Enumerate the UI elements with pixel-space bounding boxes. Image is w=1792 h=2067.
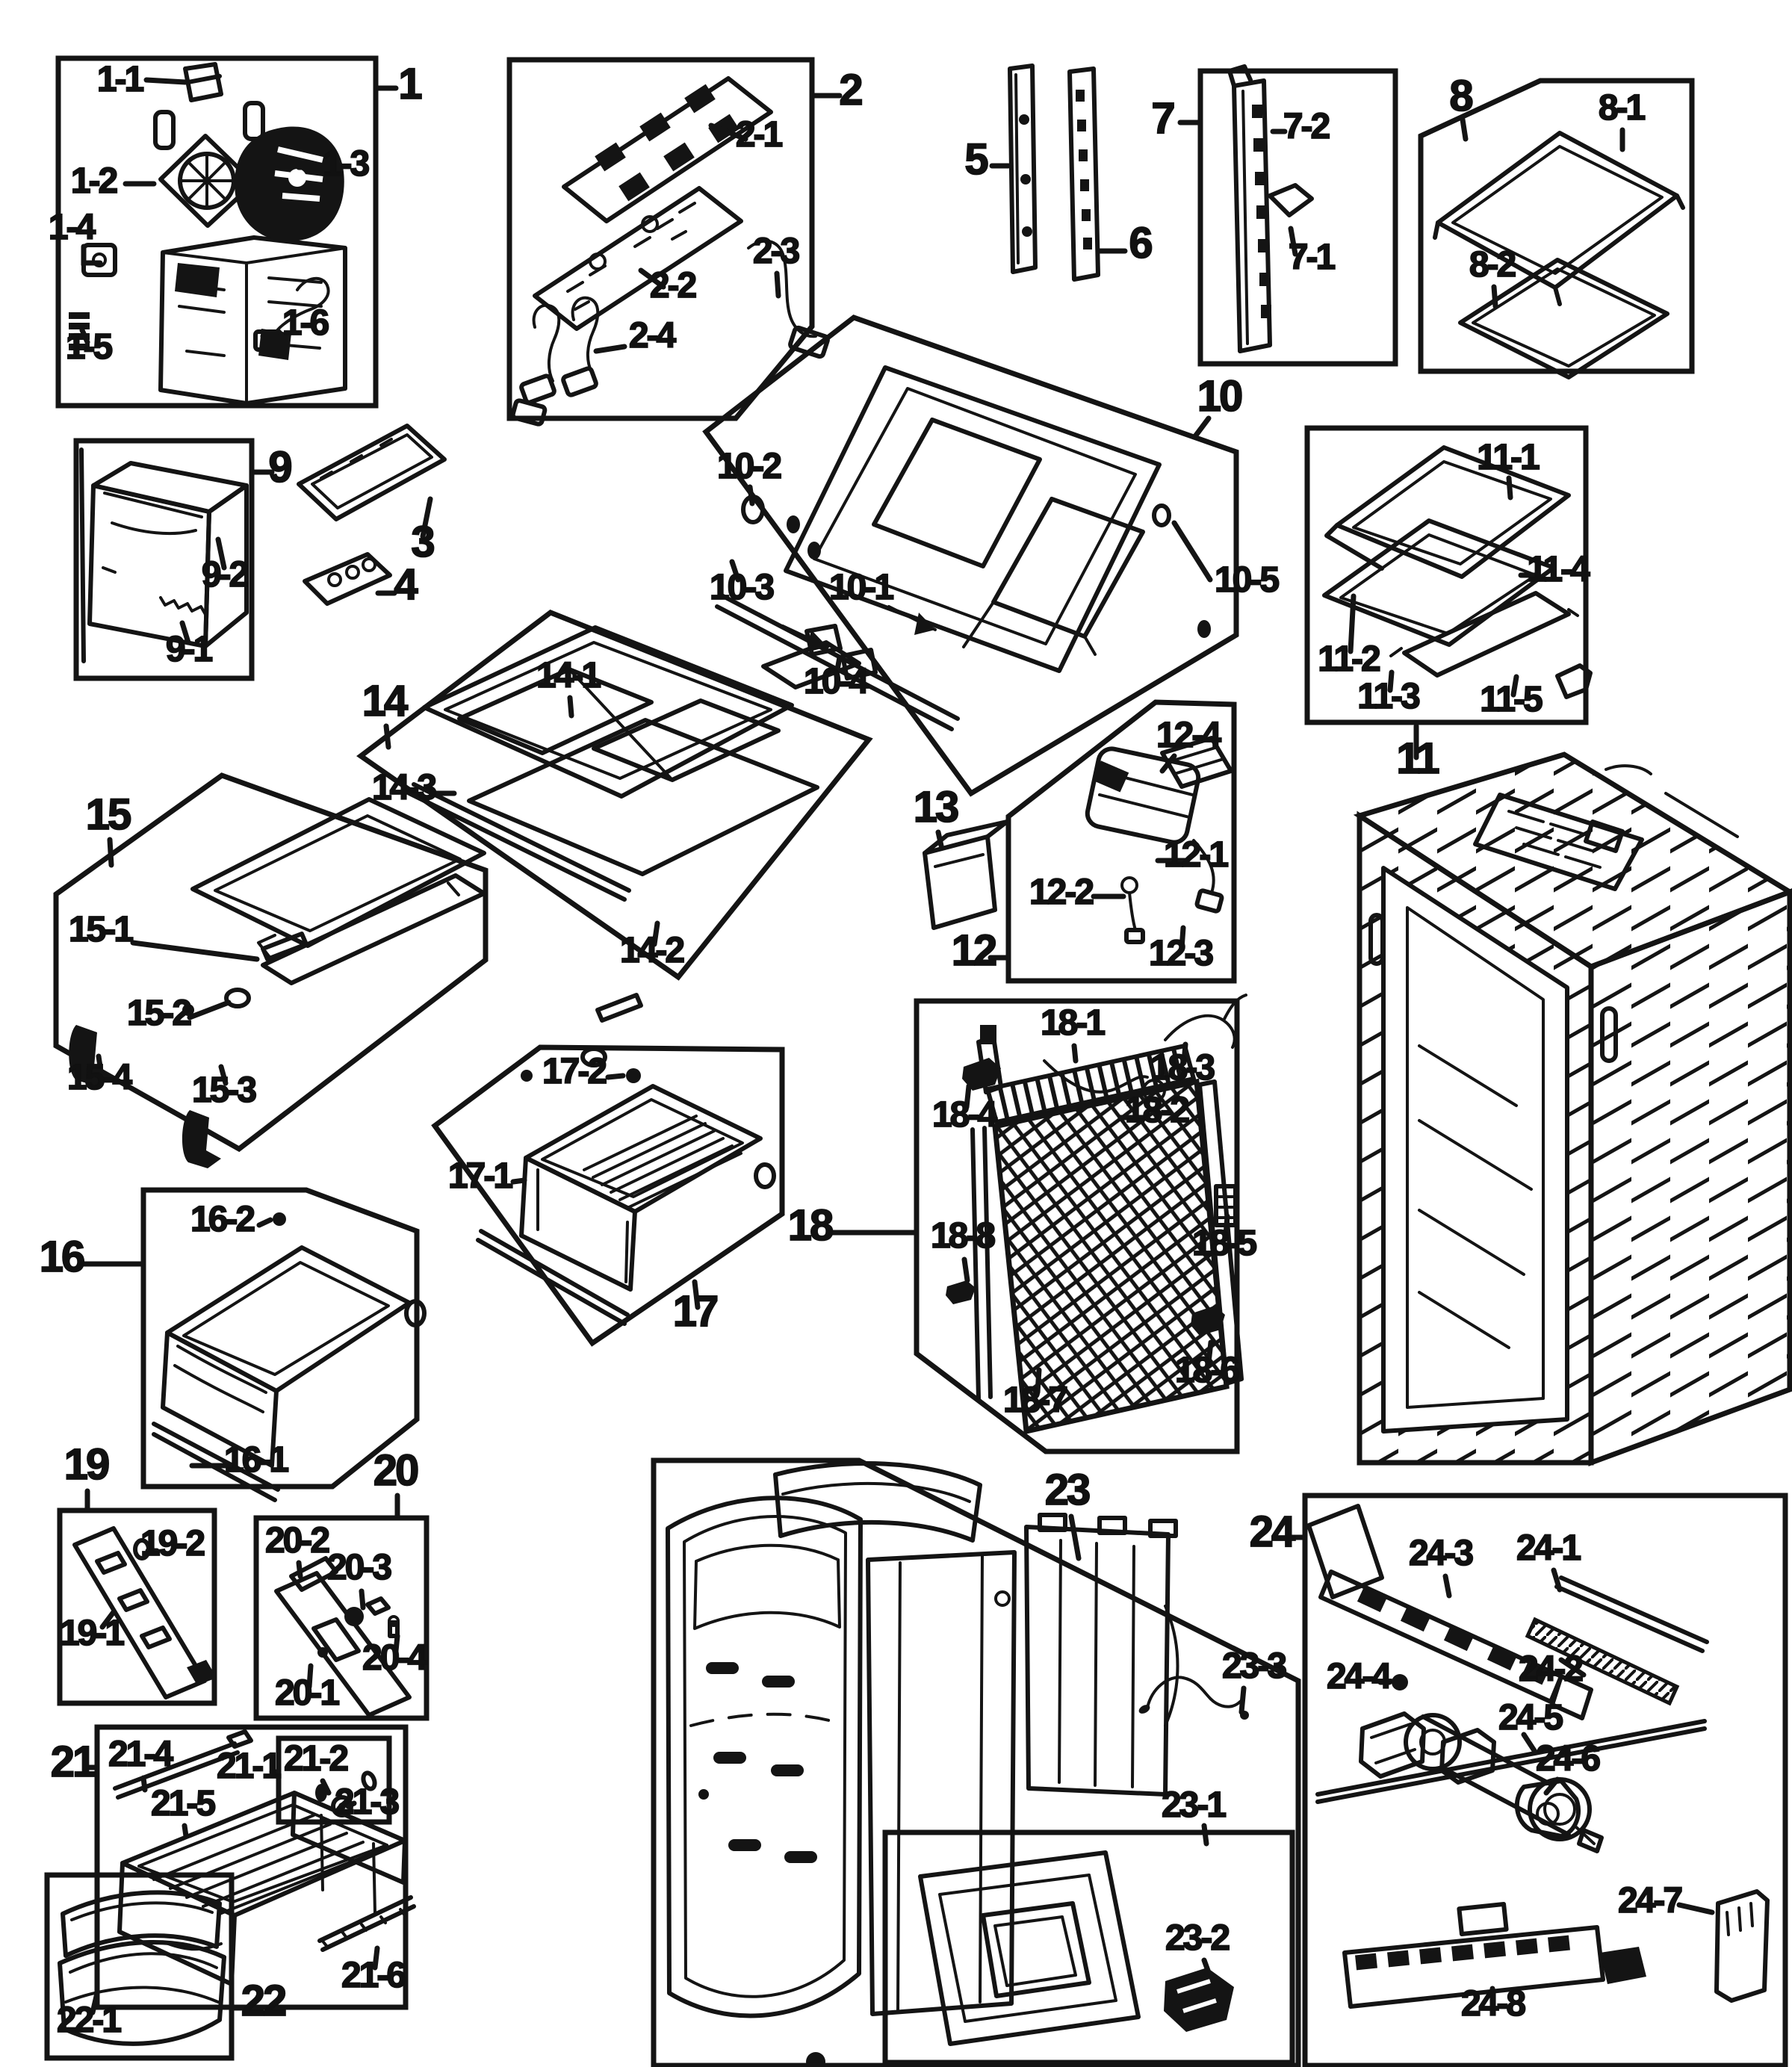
part-label-21-1: 21-1 bbox=[216, 1747, 280, 1786]
duct-24-7 bbox=[1717, 1891, 1767, 2001]
part-label-11-4: 11-4 bbox=[1527, 550, 1588, 589]
part-label-14-2: 14-2 bbox=[619, 931, 683, 970]
part-label-20-3: 20-3 bbox=[326, 1548, 391, 1587]
cube-part bbox=[84, 245, 115, 275]
part-label-8-2: 8-2 bbox=[1469, 245, 1515, 285]
part-label-19-2: 19-2 bbox=[140, 1524, 204, 1564]
thermistor bbox=[1122, 878, 1137, 893]
door-mid-panel bbox=[868, 1552, 1014, 2014]
part-label-18-5: 18-5 bbox=[1191, 1224, 1256, 1263]
part-label-5: 5 bbox=[964, 135, 987, 184]
part-label-17: 17 bbox=[672, 1287, 717, 1336]
part-label-23-3: 23-3 bbox=[1221, 1646, 1286, 1686]
part-label-10-1: 10-1 bbox=[828, 568, 893, 607]
door-slots bbox=[698, 1662, 817, 1863]
bucket-front bbox=[90, 486, 209, 646]
part-label-20: 20 bbox=[373, 1446, 418, 1495]
part-label-24-3: 24-3 bbox=[1408, 1534, 1472, 1573]
part-label-11-2: 11-2 bbox=[1318, 639, 1379, 679]
frame-legs bbox=[964, 602, 1095, 654]
part-label-12-3: 12-3 bbox=[1148, 934, 1212, 973]
part-label-16-1: 16-1 bbox=[223, 1440, 288, 1480]
part-label-24-1: 24-1 bbox=[1516, 1528, 1580, 1568]
part-label-10-2: 10-2 bbox=[716, 447, 781, 486]
part-label-10-3: 10-3 bbox=[709, 568, 773, 607]
icemaker-sensor-part bbox=[185, 64, 221, 100]
part-label-2-2: 2-2 bbox=[649, 266, 695, 306]
part-label-21-2: 21-2 bbox=[283, 1739, 347, 1779]
grommet-20-3 bbox=[344, 1607, 364, 1626]
part-label-1-1: 1-1 bbox=[96, 60, 143, 99]
part-label-8: 8 bbox=[1449, 72, 1472, 120]
cube-part bbox=[1361, 1714, 1424, 1776]
small-bracket bbox=[155, 112, 173, 148]
part-4-tray bbox=[305, 554, 390, 604]
stopper-15-3 bbox=[182, 1110, 221, 1168]
part-label-23: 23 bbox=[1044, 1466, 1089, 1514]
part-label-10-5: 10-5 bbox=[1214, 560, 1278, 600]
part-label-18-8: 18-8 bbox=[930, 1216, 994, 1256]
part-label-20-2: 20-2 bbox=[264, 1521, 329, 1561]
part-label-24-4: 24-4 bbox=[1326, 1657, 1390, 1696]
part-label-6: 6 bbox=[1129, 219, 1151, 267]
part-label-18-6: 18-6 bbox=[1174, 1351, 1238, 1390]
part-label-21: 21 bbox=[50, 1738, 95, 1786]
part-label-22: 22 bbox=[241, 1977, 285, 2025]
part-label-15-4: 15-4 bbox=[66, 1058, 131, 1097]
part-label-21-4: 21-4 bbox=[108, 1735, 172, 1774]
part-label-17-1: 17-1 bbox=[447, 1156, 512, 1196]
spring-9-1 bbox=[161, 598, 207, 617]
part-label-18-2: 18-2 bbox=[1124, 1091, 1188, 1130]
group-23-parts bbox=[668, 1463, 1249, 2044]
part-label-18-1: 18-1 bbox=[1040, 1003, 1104, 1043]
part-label-9: 9 bbox=[268, 443, 291, 492]
part-label-9-2: 9-2 bbox=[201, 555, 247, 595]
part-label-24-2: 24-2 bbox=[1518, 1649, 1582, 1689]
part-label-24-6: 24-6 bbox=[1535, 1739, 1599, 1779]
part-label-18-4: 18-4 bbox=[931, 1095, 996, 1135]
part-label-11-5: 11-5 bbox=[1480, 680, 1541, 719]
part-label-10: 10 bbox=[1197, 372, 1241, 421]
part-label-21-6: 21-6 bbox=[341, 1956, 405, 1995]
part-label-12-2: 12-2 bbox=[1029, 873, 1093, 912]
part-label-16-2: 16-2 bbox=[190, 1200, 254, 1239]
part-label-24: 24 bbox=[1249, 1507, 1294, 1556]
part-label-7-1: 7-1 bbox=[1288, 238, 1334, 277]
rail-6 bbox=[1070, 69, 1098, 279]
small-bracket bbox=[245, 103, 263, 139]
part-label-8-1: 8-1 bbox=[1598, 88, 1644, 128]
keypad-pcb bbox=[535, 188, 741, 329]
part-label-14-1: 14-1 bbox=[536, 656, 600, 695]
part-label-10-4: 10-4 bbox=[803, 662, 867, 701]
part-label-19-1: 19-1 bbox=[59, 1614, 123, 1653]
part-label-1: 1 bbox=[398, 60, 421, 108]
part-label-24-5: 24-5 bbox=[1498, 1698, 1562, 1738]
pin-15-1b bbox=[598, 995, 641, 1020]
part-label-13: 13 bbox=[913, 783, 958, 831]
grommet-24-4 bbox=[1392, 1674, 1408, 1691]
part-label-16: 16 bbox=[39, 1233, 84, 1281]
part-label-1-6: 1-6 bbox=[282, 303, 328, 343]
part-label-3: 3 bbox=[411, 518, 433, 566]
part-label-15: 15 bbox=[85, 790, 130, 839]
part-label-11-3: 11-3 bbox=[1357, 677, 1419, 716]
part-label-15-1: 15-1 bbox=[68, 910, 132, 949]
part-label-20-1: 20-1 bbox=[274, 1673, 338, 1713]
cropped-bottom-marker bbox=[806, 2052, 825, 2067]
part-label-15-2: 15-2 bbox=[126, 994, 190, 1033]
refrigerator-cabinet bbox=[1359, 754, 1790, 1463]
part-label-11-1: 11-1 bbox=[1477, 438, 1538, 477]
part-label-24-8: 24-8 bbox=[1460, 1984, 1525, 2024]
part-label-4: 4 bbox=[394, 560, 416, 609]
bracket-7-1 bbox=[1270, 185, 1312, 215]
part-label-21-3: 21-3 bbox=[334, 1782, 398, 1822]
part-label-12-4: 12-4 bbox=[1156, 716, 1220, 755]
part-label-21-5: 21-5 bbox=[150, 1784, 214, 1823]
part-label-22-1: 22-1 bbox=[56, 2001, 120, 2040]
board-end-plate bbox=[1309, 1506, 1382, 1597]
rail-21-6 bbox=[320, 1897, 414, 1950]
part-label-7-2: 7-2 bbox=[1283, 107, 1329, 146]
part-label-18: 18 bbox=[787, 1201, 832, 1250]
part-label-2-3: 2-3 bbox=[752, 232, 799, 271]
part-label-18-3: 18-3 bbox=[1150, 1048, 1214, 1088]
part-3-tray bbox=[299, 426, 444, 519]
group-17-parts bbox=[478, 1068, 774, 1324]
part-label-1-4: 1-4 bbox=[48, 208, 94, 247]
part-label-14-3: 14-3 bbox=[371, 768, 435, 808]
part-label-1-3: 1-3 bbox=[322, 144, 368, 184]
trim-strip bbox=[81, 450, 84, 661]
part-label-23-1: 23-1 bbox=[1161, 1785, 1225, 1825]
part-label-15-3: 15-3 bbox=[191, 1070, 255, 1110]
part-label-9-1: 9-1 bbox=[165, 630, 211, 669]
part-label-1-5: 1-5 bbox=[65, 327, 111, 367]
part-label-2-1: 2-1 bbox=[735, 115, 781, 155]
part-label-1-2: 1-2 bbox=[70, 161, 117, 201]
part-label-17-2: 17-2 bbox=[542, 1052, 606, 1091]
part-label-12: 12 bbox=[951, 926, 996, 975]
part-label-19: 19 bbox=[63, 1440, 108, 1489]
part-label-2: 2 bbox=[839, 66, 861, 114]
part-label-11: 11 bbox=[1396, 734, 1438, 783]
part-label-24-7: 24-7 bbox=[1617, 1881, 1681, 1921]
latch-part-23-2 bbox=[1164, 1968, 1234, 2032]
part-label-7: 7 bbox=[1151, 94, 1174, 143]
part-label-2-4: 2-4 bbox=[628, 316, 675, 356]
left-channel bbox=[973, 1128, 990, 1398]
part-label-20-4: 20-4 bbox=[362, 1638, 426, 1678]
part-label-18-7: 18-7 bbox=[1002, 1380, 1067, 1420]
rail-5 bbox=[1010, 66, 1035, 272]
part-label-12-1: 12-1 bbox=[1163, 835, 1227, 875]
clip-18-8 bbox=[946, 1280, 976, 1304]
part-label-14: 14 bbox=[362, 677, 406, 725]
part-label-23-2: 23-2 bbox=[1165, 1918, 1229, 1958]
